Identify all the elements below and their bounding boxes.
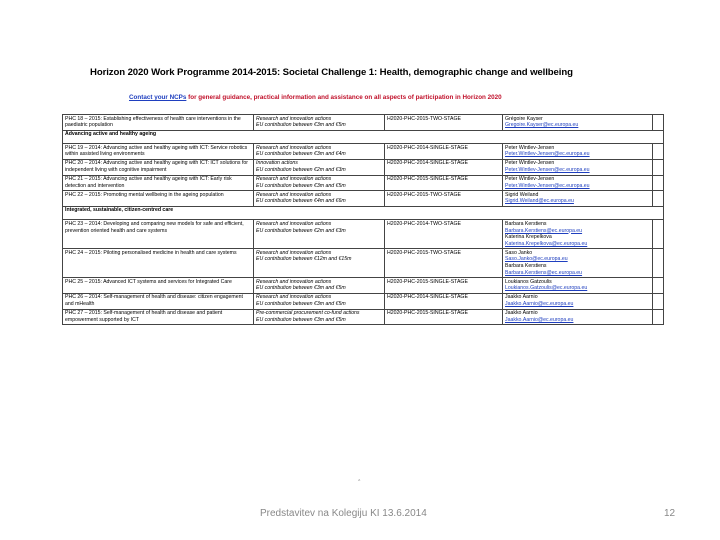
page-title: Horizon 2020 Work Programme 2014-2015: Societal Challenge 1: Health, demographic change and wellbeing xyxy=(90,67,573,78)
contact-name: Saso Janko xyxy=(505,249,533,256)
action-cell xyxy=(254,144,385,160)
section-row xyxy=(63,206,664,220)
table-row xyxy=(63,115,664,131)
contact-cell xyxy=(503,115,653,131)
contact-cell xyxy=(503,293,653,309)
action-cell xyxy=(254,175,385,191)
call-id-cell: H2020-PHC-2015-SINGLE-STAGE xyxy=(385,278,503,294)
call-id-cell: H2020-PHC-2015-TWO-STAGE xyxy=(385,249,503,278)
table-row xyxy=(63,144,664,160)
contact-cell xyxy=(503,278,653,294)
contact-email-link[interactable]: Jaakko.Aarnio@ec.europa.eu xyxy=(505,300,574,307)
edge-cell xyxy=(653,220,664,249)
budget-text: EU contribution between €2m and €3m xyxy=(256,227,346,234)
page-number: 12 xyxy=(664,508,676,519)
budget-text: EU contribution between €3m and €5m xyxy=(256,316,346,323)
topic-cell: PHC 19 – 2014: Advancing active and healthy ageing with ICT: Service robotics within assisted living environments xyxy=(63,144,254,160)
stray-mark: ‸ xyxy=(358,474,361,481)
budget-text: EU contribution between €3m and €5m xyxy=(256,285,346,292)
contact-cell xyxy=(503,220,653,249)
edge-cell xyxy=(653,249,664,278)
edge-cell xyxy=(653,144,664,160)
contact-name: Barbara Kerstiens xyxy=(505,263,547,269)
action-cell xyxy=(254,191,385,207)
action-type: Research and innovation actions xyxy=(256,115,332,122)
contact-email-link[interactable]: Barbara.Kerstiens@ec.europa.eu xyxy=(505,269,583,276)
action-type: Pre-commercial procurement co-fund actions xyxy=(256,310,360,317)
call-id-cell: H2020-PHC-2015-TWO-STAGE xyxy=(385,191,503,207)
edge-cell xyxy=(653,309,664,325)
edge-cell xyxy=(653,191,664,207)
action-type: Research and innovation actions xyxy=(256,278,332,285)
action-type: Innovation actions xyxy=(256,160,298,167)
contact-email-link[interactable]: Barbara.Kerstiens@ec.europa.eu xyxy=(505,227,583,234)
contact-name: Jaakko Aarnio xyxy=(505,310,538,317)
section-heading: Advancing active and healthy ageing xyxy=(63,130,664,144)
table-row xyxy=(63,159,664,175)
calls-table xyxy=(62,114,664,325)
budget-text: EU contribution between €3m and €5m xyxy=(256,122,346,129)
action-type: Research and innovation actions xyxy=(256,144,332,151)
contact-cell xyxy=(503,309,653,325)
topic-cell: PHC 25 – 2015: Advanced ICT systems and services for Integrated Care xyxy=(63,278,254,294)
topic-cell: PHC 18 – 2015: Establishing effectiveness of health care interventions in the paediatric population xyxy=(63,115,254,131)
edge-cell xyxy=(653,115,664,131)
edge-cell xyxy=(653,175,664,191)
budget-text: EU contribution between €3m and €5m xyxy=(256,182,346,189)
action-cell xyxy=(254,159,385,175)
contact-cell xyxy=(503,144,653,160)
slide-footer: Predstavitev na Kolegiju KI 13.6.2014 xyxy=(260,508,427,519)
action-type: Research and innovation actions xyxy=(256,220,332,227)
topic-cell: PHC 21 – 2015: Advancing active and healthy ageing with ICT: Early risk detection and intervention xyxy=(63,175,254,191)
contact-email-link[interactable]: Saso.Janko@ec.europa.eu xyxy=(505,256,568,263)
call-id-cell: H2020-PHC-2014-TWO-STAGE xyxy=(385,220,503,249)
contact-name: Katerina Krepelkova xyxy=(505,234,552,241)
action-cell xyxy=(254,309,385,325)
contact-cell xyxy=(503,159,653,175)
action-type: Research and innovation actions xyxy=(256,249,332,256)
ncp-contact-text: for general guidance, practical information and assistance on all aspects of participation in Horizon 2020 xyxy=(186,94,502,101)
contact-email-link[interactable]: Peter.Wintlev-Jensen@ec.europa.eu xyxy=(505,166,590,173)
action-type: Research and innovation actions xyxy=(256,176,332,183)
action-cell xyxy=(254,278,385,294)
call-id-cell: H2020-PHC-2015-SINGLE-STAGE xyxy=(385,309,503,325)
contact-name: Barbara Kerstiens xyxy=(505,220,547,227)
contact-email-link[interactable]: Peter.Wintlev-Jensen@ec.europa.eu xyxy=(505,151,590,158)
contact-cell xyxy=(503,249,653,278)
contact-email-link[interactable]: Jaakko.Aarnio@ec.europa.eu xyxy=(505,316,574,323)
table-row xyxy=(63,278,664,294)
topic-cell: PHC 22 – 2015: Promoting mental wellbeing in the ageing population xyxy=(63,191,254,207)
contact-cell xyxy=(503,175,653,191)
contact-email-link[interactable]: Gregoire.Kayser@ec.europa.eu xyxy=(505,122,579,129)
call-id-cell: H2020-PHC-2014-SINGLE-STAGE xyxy=(385,159,503,175)
action-cell xyxy=(254,115,385,131)
call-id-cell: H2020-PHC-2014-SINGLE-STAGE xyxy=(385,293,503,309)
table-row xyxy=(63,175,664,191)
call-id-cell: H2020-PHC-2014-SINGLE-STAGE xyxy=(385,144,503,160)
contact-email-link[interactable]: Peter.Wintlev-Jensen@ec.europa.eu xyxy=(505,182,590,189)
budget-text: EU contribution between €3m and €4m xyxy=(256,151,346,158)
document-image xyxy=(57,55,657,440)
action-cell xyxy=(254,249,385,278)
table-row xyxy=(63,309,664,325)
table-row xyxy=(63,191,664,207)
topic-cell: PHC 26 – 2014: Self-management of health and disease: citizen engagement and mHealth xyxy=(63,293,254,309)
contact-name: Sigrid Weiland xyxy=(505,191,539,198)
topic-cell: PHC 20 – 2014: Advancing active and healthy ageing with ICT: ICT solutions for independent living with cognitive impairment xyxy=(63,159,254,175)
contact-name: Loukianos Gatzoulis xyxy=(505,278,552,285)
edge-cell xyxy=(653,293,664,309)
contact-name: Peter Wintlev-Jensen xyxy=(505,176,555,183)
action-cell xyxy=(254,293,385,309)
table-row xyxy=(63,220,664,249)
action-type: Research and innovation actions xyxy=(256,294,332,301)
contact-email-link[interactable]: Katerina.Krepelkova@ec.europa.eu xyxy=(505,240,588,247)
action-type: Research and innovation actions xyxy=(256,191,332,198)
topic-cell: PHC 24 – 2015: Piloting personalised medicine in health and care systems xyxy=(63,249,254,278)
contact-email-link[interactable]: Loukianos.Gatzoulis@ec.europa.eu xyxy=(505,285,588,292)
ncp-contact-link[interactable]: Contact your NCPs xyxy=(129,94,187,101)
table-row xyxy=(63,293,664,309)
contact-name: Grégoire Kayser xyxy=(505,115,543,122)
topic-cell: PHC 27 – 2015: Self-management of health and disease and patient empowerment supported by ICT xyxy=(63,309,254,325)
contact-email-link[interactable]: Sigrid.Weiland@ec.europa.eu xyxy=(505,198,574,205)
edge-cell xyxy=(653,278,664,294)
action-cell xyxy=(254,220,385,249)
call-id-cell: H2020-PHC-2015-SINGLE-STAGE xyxy=(385,175,503,191)
contact-name: Peter Wintlev-Jensen xyxy=(505,160,555,167)
topic-cell: PHC 23 – 2014: Developing and comparing new models for safe and efficient, prevention oriented health and care systems xyxy=(63,220,254,249)
budget-text: EU contribution between €3m and €5m xyxy=(256,300,346,307)
section-heading: Integrated, sustainable, citizen-centred care xyxy=(63,206,664,220)
contact-name: Jaakko Aarnio xyxy=(505,294,538,301)
ncp-contact-line xyxy=(129,94,659,101)
edge-cell xyxy=(653,159,664,175)
contact-cell xyxy=(503,191,653,207)
table-row xyxy=(63,249,664,278)
contact-name: Peter Wintlev-Jensen xyxy=(505,144,555,151)
budget-text: EU contribution between €2m and €3m xyxy=(256,166,346,173)
budget-text: EU contribution between €12m and €15m xyxy=(256,256,352,263)
budget-text: EU contribution between €4m and €6m xyxy=(256,198,346,205)
section-row xyxy=(63,130,664,144)
call-id-cell: H2020-PHC-2015-TWO-STAGE xyxy=(385,115,503,131)
